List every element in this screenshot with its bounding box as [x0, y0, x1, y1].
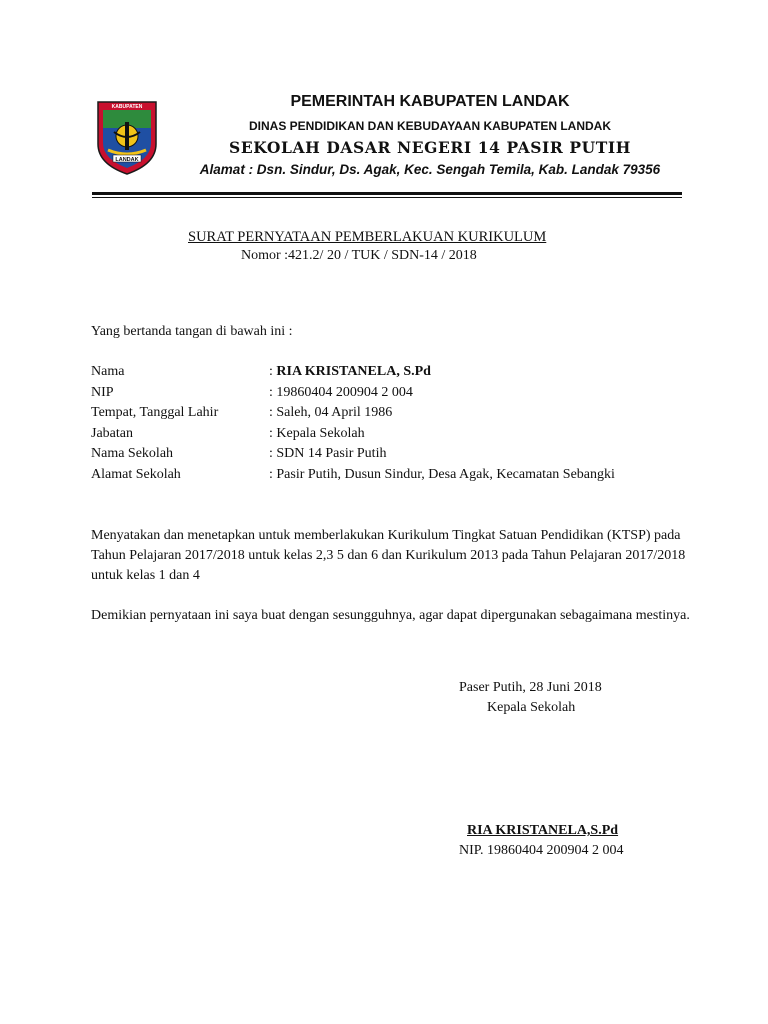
identity-label: Alamat Sekolah	[91, 466, 181, 482]
identity-value: : SDN 14 Pasir Putih	[269, 446, 387, 461]
closing-paragraph: Demikian pernyataan ini saya buat dengan sesungguhnya, agar dapat dipergunakan sebagaimana mestinya.	[91, 608, 690, 623]
logo-caption-bottom: LANDAK	[115, 157, 139, 163]
identity-label: NIP	[91, 384, 114, 400]
identity-row-nip	[91, 383, 615, 404]
signature-role: Kepala Sekolah	[487, 700, 576, 715]
regency-crest-logo	[94, 98, 160, 176]
identity-value-name: RIA KRISTANELA, S.Pd	[276, 364, 431, 379]
statement-paragraph: Menyatakan dan menetapkan untuk memberlakukan Kurikulum Tingkat Satuan Pendidikan (KTSP) pada Tahun Pelajaran 2017/2018 untuk kelas 2,3 5 dan 6 dan Kurikulum 2013 pada Tahun Pelajaran 2017/2018 untuk kelas 1 dan 4	[91, 528, 686, 583]
identity-value-colon: :	[269, 364, 277, 379]
identity-table	[91, 362, 615, 485]
letterhead-divider-thin	[92, 197, 682, 198]
identity-value: : Pasir Putih, Dusun Sindur, Desa Agak, Kecamatan Sebangki	[269, 466, 615, 482]
identity-row-position	[91, 424, 615, 445]
letterhead-government: PEMERINTAH KABUPATEN LANDAK	[290, 93, 570, 110]
identity-label: Nama	[91, 364, 125, 379]
identity-label: Nama Sekolah	[91, 446, 174, 461]
letterhead-school-name: SEKOLAH DASAR NEGERI 14 PASIR PUTIH	[229, 138, 631, 157]
letterhead-divider-thick	[92, 192, 682, 195]
identity-value: : Saleh, 04 April 1986	[269, 405, 393, 420]
letterhead-department: DINAS PENDIDIKAN DAN KEBUDAYAAN KABUPATEN LANDAK	[248, 119, 612, 133]
intro-text: Yang bertanda tangan di bawah ini :	[91, 324, 293, 339]
signature-place-date: Paser Putih, 28 Juni 2018	[459, 680, 602, 695]
signature-nip: NIP. 19860404 200904 2 004	[459, 843, 624, 858]
logo-caption-top: KABUPATEN	[111, 104, 143, 110]
letterhead-address: Alamat : Dsn. Sindur, Ds. Agak, Kec. Sengah Temila, Kab. Landak 79356	[199, 162, 661, 177]
identity-label: Jabatan	[91, 425, 133, 441]
identity-row-name	[91, 362, 615, 383]
identity-row-birth	[91, 403, 615, 424]
identity-value: : Kepala Sekolah	[269, 425, 365, 441]
identity-label: Tempat, Tanggal Lahir	[91, 405, 219, 420]
document-number: Nomor :421.2/ 20 / TUK / SDN-14 / 2018	[241, 248, 477, 263]
document-title: SURAT PERNYATAAN PEMBERLAKUAN KURIKULUM	[188, 229, 547, 245]
identity-row-school-address	[91, 465, 615, 486]
identity-row-school	[91, 444, 615, 465]
identity-value: : 19860404 200904 2 004	[269, 384, 413, 400]
signature-name: RIA KRISTANELA,S.Pd	[467, 823, 619, 838]
